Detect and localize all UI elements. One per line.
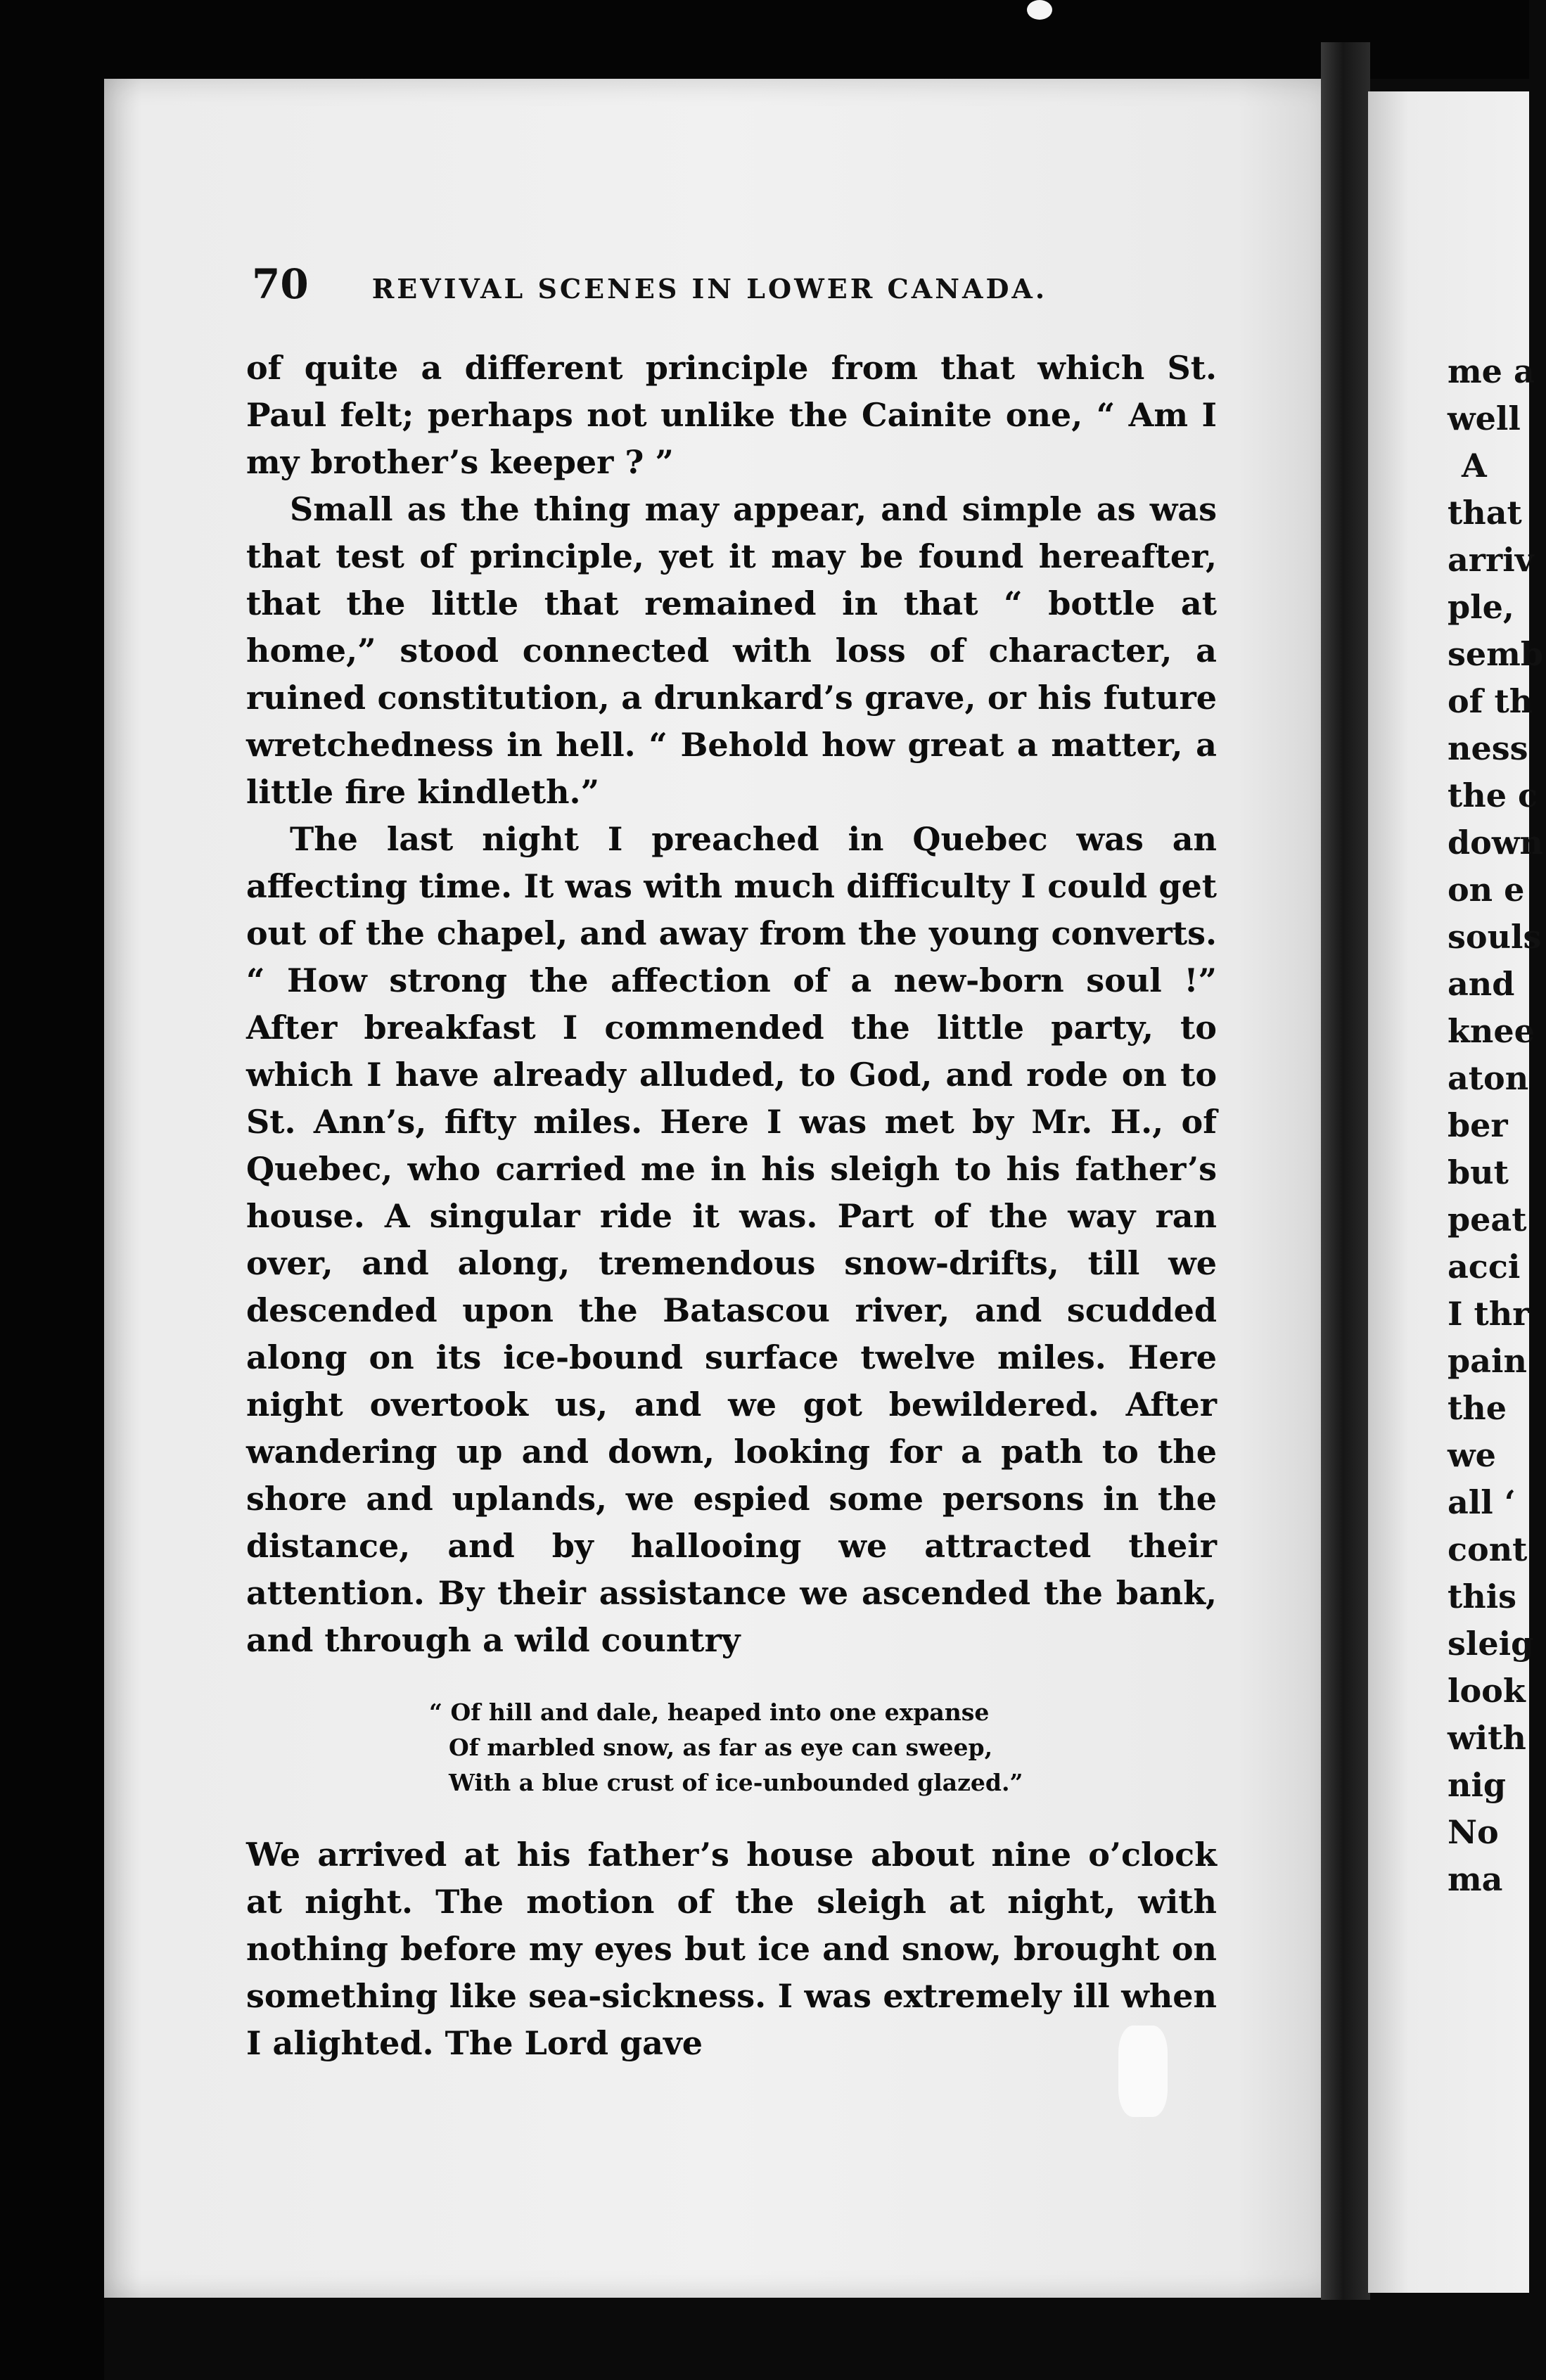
verse-line-2: Of marbled snow, as far as eye can sweep, — [449, 1734, 993, 1761]
top-border — [0, 0, 1529, 79]
verse-line-3: With a blue crust of ice-unbounded glazed.” — [449, 1769, 1023, 1796]
facing-line: nig — [1448, 1766, 1507, 1804]
facing-line: ness — [1448, 729, 1528, 767]
book-gutter — [1321, 42, 1370, 2300]
facing-line: I thr — [1448, 1295, 1530, 1333]
facing-line: this — [1448, 1578, 1517, 1616]
facing-line: that — [1448, 494, 1522, 532]
facing-line: and — [1448, 965, 1515, 1003]
facing-line: aton — [1448, 1059, 1529, 1097]
facing-line: the c — [1448, 776, 1538, 814]
facing-line: ma — [1448, 1860, 1503, 1898]
facing-line: arriv — [1448, 541, 1534, 579]
facing-line: pain — [1448, 1342, 1527, 1380]
facing-line: ber — [1448, 1106, 1508, 1144]
running-head: REVIVAL SCENES IN LOWER CANADA. — [371, 273, 1048, 305]
paragraph-2: Small as the thing may appear, and simple as was that test of principle, yet it may be found hereafter, that the little that remained in that “ bottle at home,” stood connected with loss of character, a ruined constitution, a drunkard’s grave, or his future wretchedness in hell. “ Behold how great a matter, a little fire kindleth.” — [246, 490, 1217, 811]
page-header — [252, 260, 1061, 316]
facing-page-text — [1448, 348, 1546, 1903]
left-border — [0, 0, 104, 2380]
facing-line: the — [1448, 1389, 1507, 1427]
verse-line-1: “ Of hill and dale, heaped into one expanse — [429, 1698, 990, 1726]
facing-line: No — [1448, 1813, 1499, 1851]
facing-line: but — [1448, 1153, 1509, 1191]
facing-line: we — [1448, 1436, 1496, 1474]
paragraph-3: The last night I preached in Quebec was an affecting time. It was with much difficulty I could get out of the chapel, and away from the young converts. “ How strong the affection of a new-born soul !” After breakfast I commended the little party, to which I have already alluded, to God, and rode on to St. Ann’s, fifty miles. Here I was met by Mr. H., of Quebec, who carried me in his sleigh to his father’s house. A singular ride it was. Part of the way ran over, and along, tremendous snow-drifts, till we descended upon the Batascou river, and scudded along on its ice-bound surface twelve miles. Here night overtook us, and we got bewildered. After wandering up and down, looking for a path to the shore and uplands, we espied some persons in the distance, and by hallooing we attracted their attention. By their assistance we ascended the bank, and through a wild country — [246, 820, 1217, 1659]
scan-speck — [1118, 2026, 1168, 2117]
facing-line: with — [1448, 1719, 1526, 1757]
body-text — [246, 345, 1217, 2067]
facing-line: peat — [1448, 1201, 1527, 1239]
paragraph-1: of quite a different principle from that which St. Paul felt; perhaps not unlike the Cainite one, “ Am I my brother’s keeper ? ” — [246, 349, 1217, 481]
facing-line: sleig — [1448, 1625, 1534, 1663]
facing-line: well — [1448, 399, 1521, 437]
facing-line: down — [1448, 824, 1543, 862]
verse-quotation — [429, 1695, 1217, 1800]
facing-line: A — [1462, 447, 1487, 485]
facing-line: look — [1448, 1672, 1526, 1710]
facing-line: souls — [1448, 918, 1542, 956]
facing-line: semb — [1448, 635, 1544, 673]
scan-speck — [1027, 0, 1052, 20]
facing-line: cont — [1448, 1530, 1528, 1568]
facing-line: on e — [1448, 871, 1525, 909]
facing-line: acci — [1448, 1248, 1521, 1286]
paragraph-4: We arrived at his father’s house about nine o’clock at night. The motion of the sleigh at night, with nothing before my eyes but ice and snow, brought on something like sea-sickness. I was extremely ill when I alighted. The Lord gave — [246, 1836, 1217, 2062]
facing-line: of th — [1448, 682, 1533, 720]
page-number: 70 — [252, 260, 309, 308]
facing-line: me a — [1448, 352, 1535, 390]
facing-line: all ‘ — [1448, 1483, 1516, 1521]
facing-line: knee — [1448, 1012, 1535, 1050]
facing-line: ple, — [1448, 588, 1514, 626]
